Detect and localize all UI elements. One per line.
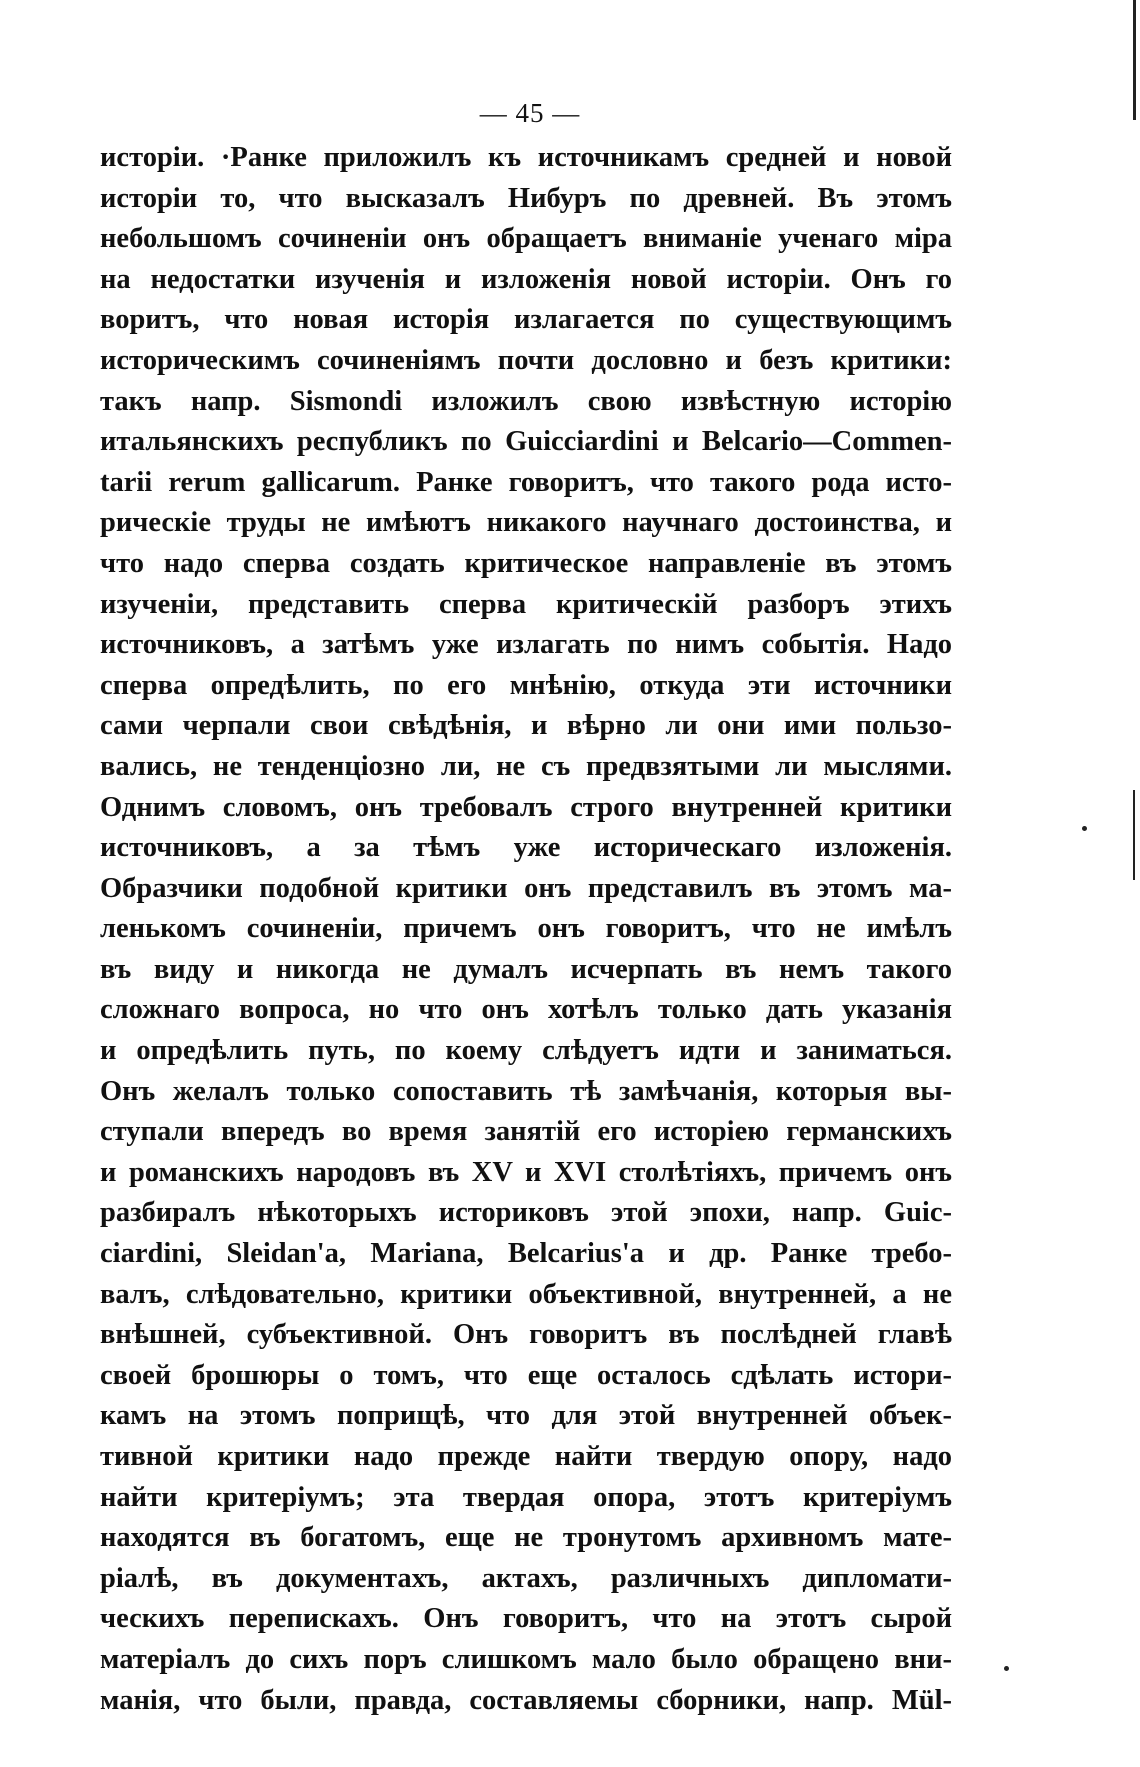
text-line: ріалѣ, въ документахъ, актахъ, различныхъ дипломати-: [100, 1562, 952, 1594]
text-line: ческихъ перепискахъ. Онъ говоритъ, что на этотъ сырой: [100, 1603, 952, 1635]
text-line: находятся въ богатомъ, еще не тронутомъ архивномъ мате-: [100, 1522, 952, 1554]
text-line: исторіи. ·Ранке приложилъ къ источникамъ средней и новой: [100, 142, 952, 173]
text-line: ступали впередъ во время занятій его исторіею германскихъ: [100, 1116, 952, 1148]
body-text: [100, 138, 952, 1721]
text-line: источниковъ, а затѣмъ уже излагать по нимъ событія. Надо: [100, 629, 952, 661]
page-number: — 45 —: [479, 98, 581, 128]
text-line: на недостатки изученія и изложенія новой исторіи. Онъ го: [100, 263, 952, 295]
text-line: и опредѣлить путь, по коему слѣдуетъ идти и заниматься.: [100, 1035, 952, 1067]
text-line: разбиралъ нѣкоторыхъ историковъ этой эпохи, напр. Guic-: [100, 1197, 952, 1229]
text-line: вались, не тенденціозно ли, не съ предвзятыми ли мыслями.: [100, 750, 952, 782]
text-line: и романскихъ народовъ въ XV и XVI столѣтіяхъ, причемъ онъ: [100, 1156, 952, 1188]
text-line: найти критеріумъ; эта твердая опора, этотъ критеріумъ: [100, 1481, 952, 1513]
text-line: небольшомъ сочиненіи онъ обращаетъ вниманіе ученаго міра: [100, 223, 952, 255]
text-line: сперва опредѣлить, по его мнѣнію, откуда эти источники: [100, 669, 952, 701]
text-line: матеріалъ до сихъ поръ слишкомъ мало было обращено вни-: [100, 1643, 952, 1675]
text-line: ленькомъ сочиненіи, причемъ онъ говоритъ, что не имѣлъ: [100, 913, 952, 945]
text-line: манія, что были, правда, составляемы сборники, напр. Mül-: [100, 1684, 952, 1716]
text-line: источниковъ, а за тѣмъ уже историческаго изложенія.: [100, 832, 952, 864]
text-line: Образчики подобной критики онъ представилъ въ этомъ ма-: [100, 872, 952, 904]
text-line: сами черпали свои свѣдѣнія, и вѣрно ли они ими пользо-: [100, 710, 952, 742]
text-line: такъ напр. Sismondi изложилъ свою извѣстную исторію: [100, 385, 952, 417]
text-line: воритъ, что новая исторія излагается по существующимъ: [100, 304, 952, 336]
text-line: итальянскихъ республикъ по Guicciardini и Belcario—Commen-: [100, 426, 952, 458]
text-line: сложнаго вопроса, но что онъ хотѣлъ только дать указанія: [100, 994, 952, 1026]
text-line: рическіе труды не имѣютъ никакого научнаго достоинства, и: [100, 507, 952, 539]
text-line: своей брошюры о томъ, что еще осталось сдѣлать истори-: [100, 1359, 952, 1391]
text-line: историческимъ сочиненіямъ почти дословно и безъ критики:: [100, 344, 952, 376]
text-line: валъ, слѣдовательно, критики объективной, внутренней, а не: [100, 1278, 952, 1310]
scan-speck: [1082, 826, 1087, 831]
text-line: Онъ желалъ только сопоставить тѣ замѣчанія, которыя вы-: [100, 1075, 952, 1107]
text-line: исторіи то, что высказалъ Нибуръ по древней. Въ этомъ: [100, 182, 952, 214]
scan-edge-mark: [1133, 0, 1136, 120]
text-line: въ виду и никогда не думалъ исчерпать въ немъ такого: [100, 953, 952, 985]
scan-edge-mark: [1133, 790, 1135, 880]
text-line: ciardini, Sleidan'a, Mariana, Belcarius'a и др. Ранке требо-: [100, 1238, 952, 1270]
text-line: что надо сперва создать критическое направленіе въ этомъ: [100, 547, 952, 579]
text-line: Однимъ словомъ, онъ требовалъ строго внутренней критики: [100, 791, 952, 823]
text-line: изученіи, представить сперва критическій разборъ этихъ: [100, 588, 952, 620]
scan-speck: [1004, 1666, 1009, 1671]
text-line: tarii rerum gallicarum. Ранке говоритъ, что такого рода исто-: [100, 466, 952, 498]
text-line: тивной критики надо прежде найти твердую опору, надо: [100, 1441, 952, 1472]
text-line: камъ на этомъ поприщѣ, что для этой внутренней объек-: [100, 1400, 952, 1432]
text-line: внѣшней, субъективной. Онъ говоритъ въ послѣдней главѣ: [100, 1319, 952, 1351]
